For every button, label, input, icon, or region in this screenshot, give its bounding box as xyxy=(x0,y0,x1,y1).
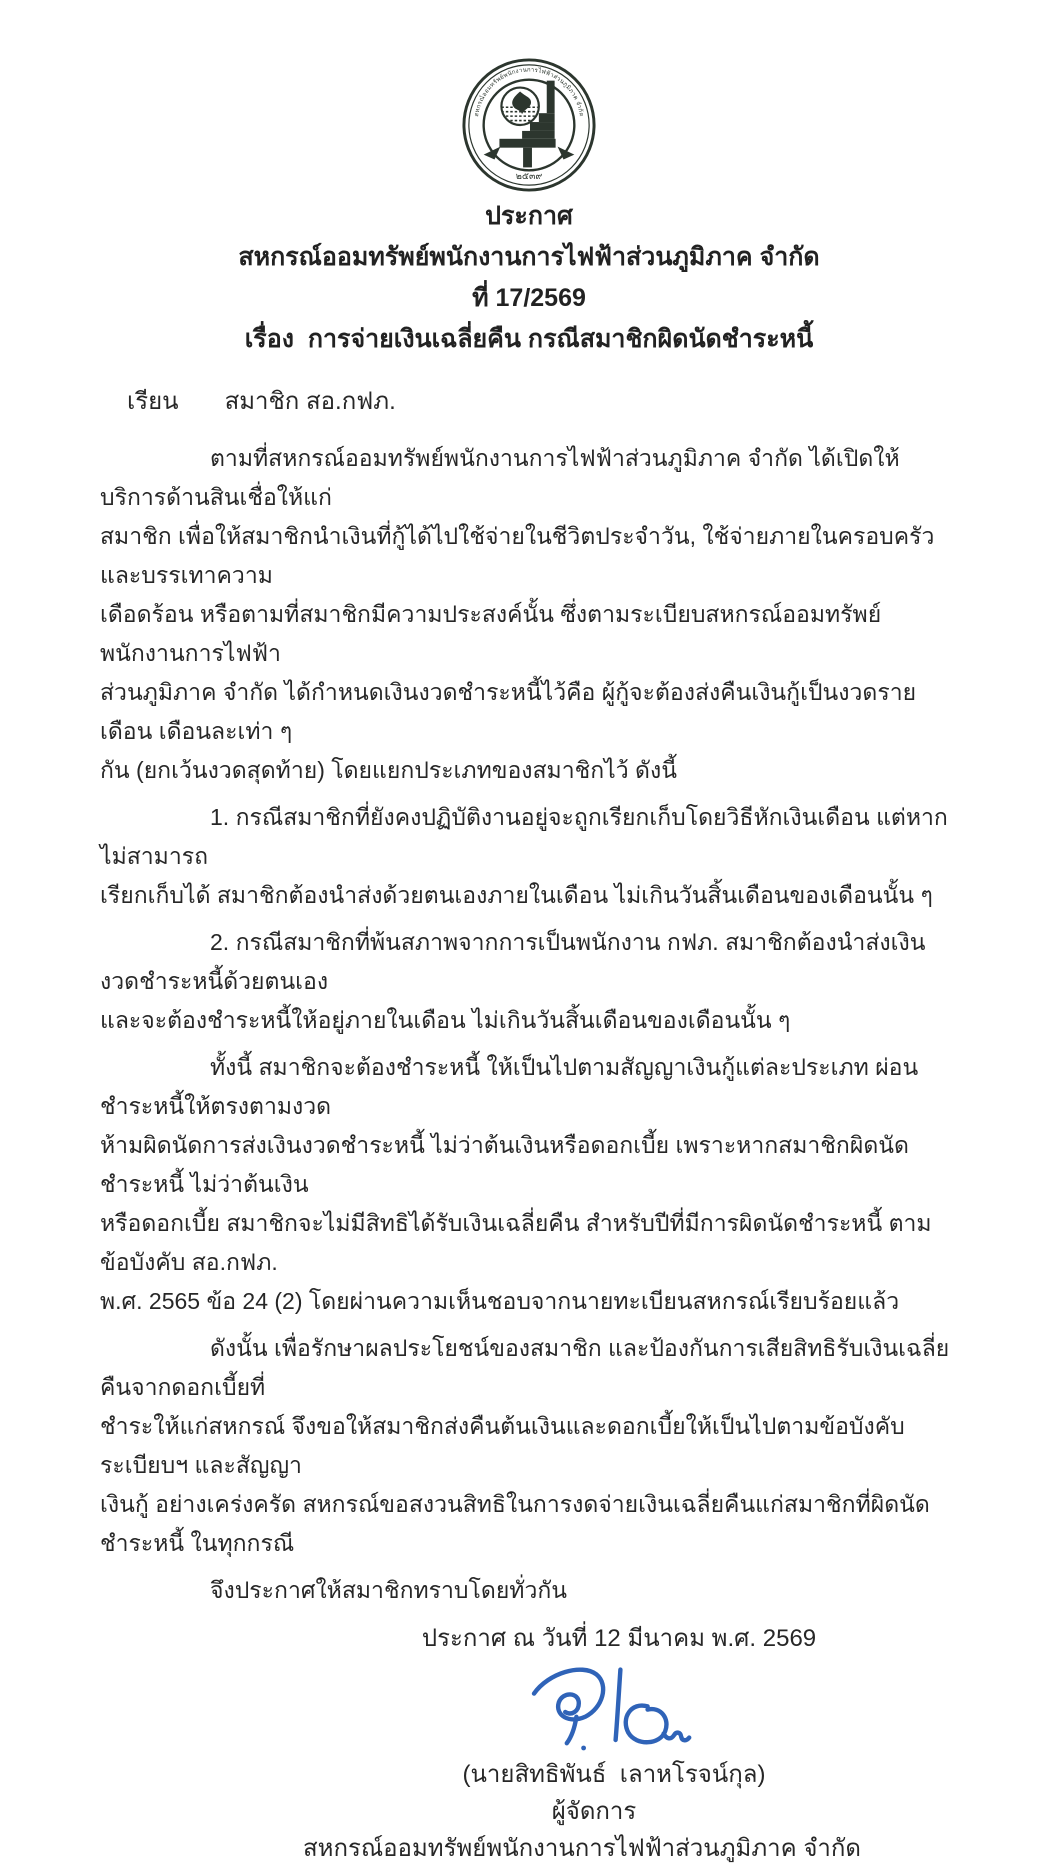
text-line: ส่วนภูมิภาค จำกัด ได้กำหนดเงินงวดชำระหนี้ไว้คือ ผู้กู้จะต้องส่งคืนเงินกู้เป็นงวดรายเดือน เดือนละเท่า ๆ xyxy=(100,679,917,744)
text-line: 1. กรณีสมาชิกที่ยังคงปฏิบัติงานอยู่จะถูกเรียกเก็บโดยวิธีหักเงินเดือน แต่หากไม่สามารถ xyxy=(100,804,948,869)
paragraph-item-2 xyxy=(100,923,958,1040)
announcement-date: ประกาศ ณ วันที่ 12 มีนาคม พ.ศ. 2569 xyxy=(421,1625,817,1652)
subject-line: เรื่อง การจ่ายเงินเฉลี่ยคืน กรณีสมาชิกผิดนัดชำระหนี้ xyxy=(244,325,814,353)
text-line: ตามที่สหกรณ์ออมทรัพย์พนักงานการไฟฟ้าส่วนภูมิภาค จำกัด ได้เปิดให้บริการด้านสินเชื่อให้แก่ xyxy=(100,445,900,510)
text-line: ชำระให้แก่สหกรณ์ จึงขอให้สมาชิกส่งคืนต้นเงินและดอกเบี้ยให้เป็นไปตามข้อบังคับ ระเบียบฯ และสัญญา xyxy=(100,1413,905,1478)
signature-image xyxy=(270,1660,958,1756)
organization-name: สหกรณ์ออมทรัพย์พนักงานการไฟฟ้าส่วนภูมิภาค จำกัด xyxy=(238,243,820,271)
announcement-word: ประกาศ xyxy=(485,202,573,230)
seal-ring-text: สหกรณ์ออมทรัพย์พนักงานการไฟฟ้าส่วนภูมิภาค จำกัด xyxy=(474,67,584,118)
paragraph-conclusion xyxy=(100,1329,958,1563)
text-line: และจะต้องชำระหนี้ให้อยู่ภายในเดือน ไม่เกินวันสิ้นเดือนของเดือนนั้น ๆ xyxy=(100,1007,791,1033)
cooperative-seal-icon xyxy=(460,56,598,194)
paragraph-item-1 xyxy=(100,798,958,915)
letter-content xyxy=(100,196,958,1867)
paragraph-condition xyxy=(100,1048,958,1321)
text-line: เดือดร้อน หรือตามที่สมาชิกมีความประสงค์นั้น ซึ่งตามระเบียบสหกรณ์ออมทรัพย์พนักงานการไฟฟ้า xyxy=(100,601,882,666)
text-line: ห้ามผิดนัดการส่งเงินงวดชำระหนี้ ไม่ว่าต้นเงินหรือดอกเบี้ย เพราะหากสมาชิกผิดนัดชำระหนี้ ไม่ว่าต้นเงิน xyxy=(100,1132,909,1197)
text-line: 2. กรณีสมาชิกที่พ้นสภาพจากการเป็นพนักงาน กฟภ. สมาชิกต้องนำส่งเงินงวดชำระหนี้ด้วยตนเอง xyxy=(100,929,926,994)
announcement-number: ที่ 17/2569 xyxy=(472,284,586,312)
paragraph-intro xyxy=(100,439,958,790)
letter-body xyxy=(100,439,958,1610)
salutation-label: เรียน xyxy=(127,388,179,415)
paragraph-closing xyxy=(100,1571,958,1610)
signer-title: ผู้จัดการ xyxy=(551,1798,637,1825)
text-line: พ.ศ. 2565 ข้อ 24 (2) โดยผ่านความเห็นชอบจากนายทะเบียนสหกรณ์เรียบร้อยแล้ว xyxy=(100,1288,900,1314)
text-line: จึงประกาศให้สมาชิกทราบโดยทั่วกัน xyxy=(210,1577,568,1603)
seal-year: ๒๕๓๙ xyxy=(515,171,543,182)
text-line: ทั้งนี้ สมาชิกจะต้องชำระหนี้ ให้เป็นไปตามสัญญาเงินกู้แต่ละประเภท ผ่อนชำระหนี้ให้ตรงตามงวด xyxy=(100,1054,919,1119)
text-line: สมาชิก เพื่อให้สมาชิกนำเงินที่กู้ได้ไปใช้จ่ายในชีวิตประจำวัน, ใช้จ่ายภายในครอบครัว และบรรเทาความ xyxy=(100,523,935,588)
salutation xyxy=(100,381,958,420)
cooperative-seal xyxy=(460,56,598,199)
salutation-recipient: สมาชิก สอ.กฟภ. xyxy=(224,388,396,415)
letter-header xyxy=(100,196,958,360)
signer-organization: สหกรณ์ออมทรัพย์พนักงานการไฟฟ้าส่วนภูมิภาค จำกัด xyxy=(302,1835,862,1862)
text-line: หรือดอกเบี้ย สมาชิกจะไม่มีสิทธิได้รับเงินเฉลี่ยคืน สำหรับปีที่มีการผิดนัดชำระหนี้ ตามข้อบังคับ สอ.กฟภ. xyxy=(100,1210,932,1275)
signature-block xyxy=(100,1660,958,1867)
text-line: เงินกู้ อย่างเคร่งครัด สหกรณ์ขอสงวนสิทธิในการงดจ่ายเงินเฉลี่ยคืนแก่สมาชิกที่ผิดนัดชำระหนี้ ในทุกกรณี xyxy=(100,1491,930,1556)
text-line: เรียกเก็บได้ สมาชิกต้องนำส่งด้วยตนเองภายในเดือน ไม่เกินวันสิ้นเดือนของเดือนนั้น ๆ xyxy=(100,882,933,908)
text-line: กัน (ยกเว้นงวดสุดท้าย) โดยแยกประเภทของสมาชิกไว้ ดังนี้ xyxy=(100,757,677,783)
text-line: ดังนั้น เพื่อรักษาผลประโยชน์ของสมาชิก และป้องกันการเสียสิทธิรับเงินเฉลี่ยคืนจากดอกเบี้ยที่ xyxy=(100,1335,950,1400)
signer-name: (นายสิทธิพันธ์ เลาหโรจน์กุล) xyxy=(462,1761,766,1788)
